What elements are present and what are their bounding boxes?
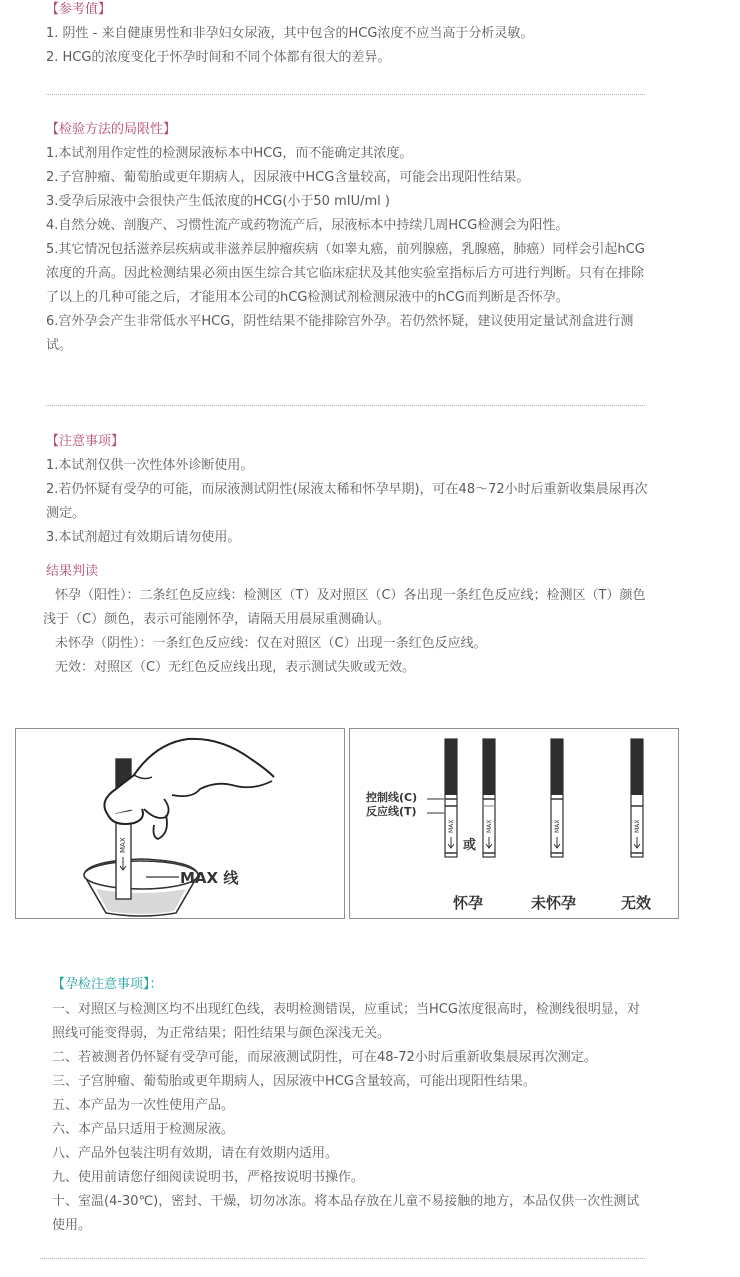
- strip-max-text: MAX: [486, 819, 493, 833]
- strip-negative: [551, 739, 563, 857]
- strip-max-label: MAX: [119, 837, 127, 853]
- limitations-title: 【检验方法的局限性】: [46, 122, 177, 137]
- pregnancy-notes-line: 二、若被测者仍怀疑有受孕可能，而尿液测试阴性，可在48-72小时后重新收集晨尿再次测定。: [52, 1050, 597, 1065]
- pregnancy-notes-line: 九、使用前请您仔细阅读说明书，严格按说明书操作。: [52, 1170, 365, 1185]
- pregnancy-notes-title: 【孕检注意事项】：: [52, 977, 163, 992]
- results-line: 未怀孕（阴性）：一条红色反应线：仅在对照区（C）出现一条红色反应线。: [55, 636, 487, 651]
- reference-line: 1. 阴性 - 来自健康男性和非孕妇女尿液，其中包含的HCG浓度不应当高于分析灵敏。: [46, 26, 534, 41]
- limitations-line: 6.宫外孕会产生非常低水平HCG，阴性结果不能排除宫外孕。若仍然怀疑，建议使用定量试剂盒进行测试。: [46, 314, 634, 353]
- notes-line: 3.本试剂超过有效期后请勿使用。: [46, 530, 241, 545]
- notes-line: 2.若仍怀疑有受孕的可能，而尿液测试阴性(尿液太稀和怀孕早期)，可在48～72小时后重新收集晨尿再次测定。: [46, 482, 648, 521]
- test-line-label: 反应线(T): [366, 805, 417, 818]
- reference-line: 2. HCG的浓度变化于怀孕时间和不同个体都有很大的差异。: [46, 50, 391, 65]
- limitations-line: 4.自然分娩、剖腹产、习惯性流产或药物流产后，尿液标本中持续几周HCG检测会为阳性。: [46, 218, 569, 233]
- pregnancy-notes-line: 八、产品外包装注明有效期，请在有效期内适用。: [52, 1146, 339, 1161]
- caption-pregnant: 怀孕: [453, 894, 484, 912]
- pregnancy-notes-line: 五、本产品为一次性使用产品。: [52, 1098, 235, 1113]
- caption-not-pregnant: 未怀孕: [531, 894, 577, 912]
- pregnancy-notes-body: [52, 998, 644, 1238]
- max-line-label: MAX 线: [180, 869, 239, 887]
- result-strips-illustration: [349, 728, 679, 919]
- notes-title: 【注意事项】: [46, 434, 125, 449]
- pregnancy-notes-line: 十、室温(4-30℃)，密封、干燥，切勿冰冻。将本品存放在儿童不易接触的地方，本品仅供一次性测试使用。: [52, 1194, 640, 1233]
- section-divider: [40, 1258, 645, 1259]
- strip-invalid: [631, 739, 643, 857]
- limitations-line: 5.其它情况包括滋养层疾病或非滋养层肿瘤疾病（如睾丸癌，前列腺癌，乳腺癌，肺癌）同样会引起hCG浓度的升高。因此检测结果必须由医生综合其它临床症状及其他实验室指标后方可进行判断。只有在排除了以上的几种可能之后，才能用本公司的hCG检测试剂检测尿液中的hCG而判断是否怀孕。: [46, 242, 645, 305]
- strip-max-text: MAX: [448, 819, 455, 833]
- caption-invalid: 无效: [621, 894, 652, 912]
- notes-line: 1.本试剂仅供一次性体外诊断使用。: [46, 458, 254, 473]
- limitations-line: 3.受孕后尿液中会很快产生低浓度的HCG(小于50 mIU/ml ): [46, 194, 390, 209]
- reference-title: 【参考值】: [46, 2, 112, 17]
- strip-positive-a: [445, 739, 457, 857]
- reference-body: [46, 22, 656, 70]
- results-line: 怀孕（阳性）：二条红色反应线：检测区（T）及对照区（C）各出现一条红色反应线；检测区（T）颜色浅于（C）颜色，表示可能刚怀孕，请隔天用晨尿重测确认。: [43, 588, 646, 627]
- control-line-label: 控制线(C): [366, 791, 418, 804]
- results-body: [43, 584, 655, 680]
- dip-test-illustration: [15, 728, 345, 919]
- limitations-body: [46, 142, 650, 358]
- strip-positive-b: [483, 739, 495, 857]
- limitations-line: 2.子宫肿瘤、葡萄胎或更年期病人，因尿液中HCG含量较高，可能会出现阳性结果。: [46, 170, 530, 185]
- limitations-line: 1.本试剂用作定性的检测尿液标本中HCG，而不能确定其浓度。: [46, 146, 413, 161]
- pregnancy-notes-line: 六、本产品只适用于检测尿液。: [52, 1122, 235, 1137]
- results-title: 结果判读: [46, 564, 99, 579]
- section-divider: [46, 405, 645, 406]
- results-line: 无效：对照区（C）无红色反应线出现，表示测试失败或无效。: [55, 660, 416, 675]
- strip-max-text: MAX: [634, 819, 641, 833]
- strip-max-text: MAX: [554, 819, 561, 833]
- or-label: 或: [463, 838, 477, 853]
- notes-body: [46, 454, 650, 550]
- section-divider: [46, 94, 645, 95]
- pregnancy-notes-line: 三、子宫肿瘤、葡萄胎或更年期病人，因尿液中HCG含量较高，可能出现阳性结果。: [52, 1074, 536, 1089]
- pregnancy-notes-line: 一、对照区与检测区均不出现红色线，表明检测错误，应重试；当HCG浓度很高时，检测线很明显，对照线可能变得弱，为正常结果；阳性结果与颜色深浅无关。: [52, 1002, 640, 1041]
